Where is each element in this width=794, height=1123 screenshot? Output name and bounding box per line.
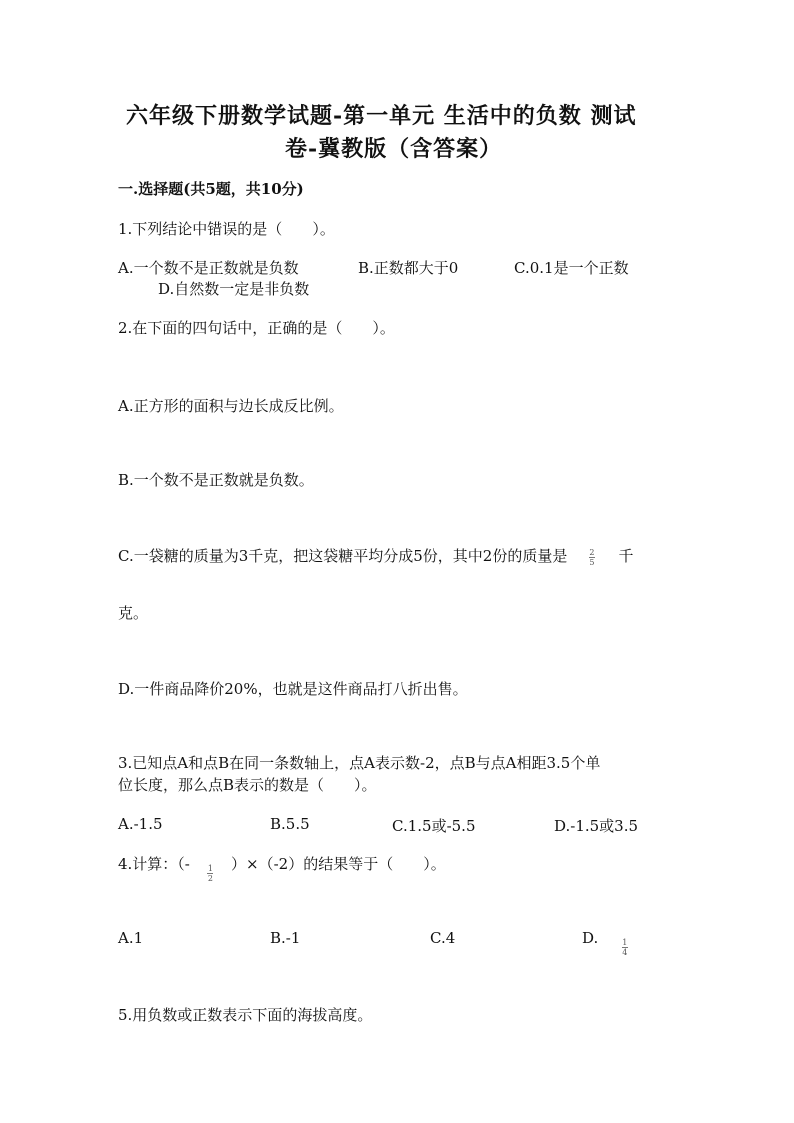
- q3-option-a: A.-1.5: [118, 815, 163, 833]
- q1-option-b: B.正数都大于0: [358, 259, 459, 277]
- q4-option-d: [582, 929, 628, 957]
- fraction-one-quarter: [622, 938, 628, 957]
- fraction-denominator: 4: [622, 947, 628, 957]
- q2-option-c-unit-part1: 千: [618, 547, 634, 565]
- question-1: 1.下列结论中错误的是（ ）。: [118, 220, 335, 238]
- q2-option-d: D.一件商品降价20%，也就是这件商品打八折出售。: [118, 680, 468, 698]
- question-3-line1: 3.已知点A和点B在同一条数轴上，点A表示数-2，点B与点A相距3.5个单: [118, 754, 601, 772]
- q4-option-c: C.4: [430, 929, 456, 947]
- q3-option-c: C.1.5或-5.5: [392, 817, 476, 835]
- fraction-denominator: 2: [207, 873, 213, 883]
- fraction-one-half: [207, 864, 213, 883]
- q2-option-a: A.正方形的面积与边长成反比例。: [118, 397, 344, 415]
- q2-option-b: B.一个数不是正数就是负数。: [118, 471, 314, 489]
- question-4-prefix: 4.计算：（-: [118, 855, 190, 873]
- q2-option-c: [118, 545, 633, 567]
- section-heading: 一.选择题(共5题，共10分): [118, 180, 304, 198]
- q4-option-a: A.1: [118, 929, 144, 947]
- q1-option-c: C.0.1是一个正数: [514, 259, 629, 277]
- page-title-line1: 六年级下册数学试题-第一单元 生活中的负数 测试: [126, 103, 637, 129]
- q2-option-c-unit-part2: 克。: [118, 604, 149, 622]
- fraction-numerator: 1: [207, 863, 213, 873]
- q1-option-a: A.一个数不是正数就是负数: [118, 259, 299, 277]
- page-title-line2: 卷-冀教版（含答案）: [285, 136, 503, 162]
- q3-option-b: B.5.5: [270, 815, 310, 833]
- question-2: 2.在下面的四句话中，正确的是（ ）。: [118, 319, 395, 337]
- fraction-denominator: 5: [589, 557, 595, 567]
- question-4: [118, 853, 446, 883]
- question-5: 5.用负数或正数表示下面的海拔高度。: [118, 1006, 373, 1024]
- fraction-two-fifths: [589, 548, 595, 567]
- q1-option-d: D.自然数一定是非负数: [158, 280, 310, 298]
- q4-option-d-label: D.: [582, 929, 599, 947]
- fraction-numerator: 2: [589, 547, 595, 557]
- q2-option-c-text: C.一袋糖的质量为3千克，把这袋糖平均分成5份，其中2份的质量是: [118, 547, 568, 565]
- q3-option-d: D.-1.5或3.5: [554, 817, 639, 835]
- fraction-numerator: 1: [622, 937, 628, 947]
- question-4-suffix: ）×（-2）的结果等于（ ）。: [231, 855, 446, 873]
- question-3-line2: 位长度，那么点B表示的数是（ ）。: [118, 776, 377, 794]
- q4-option-b: B.-1: [270, 929, 301, 947]
